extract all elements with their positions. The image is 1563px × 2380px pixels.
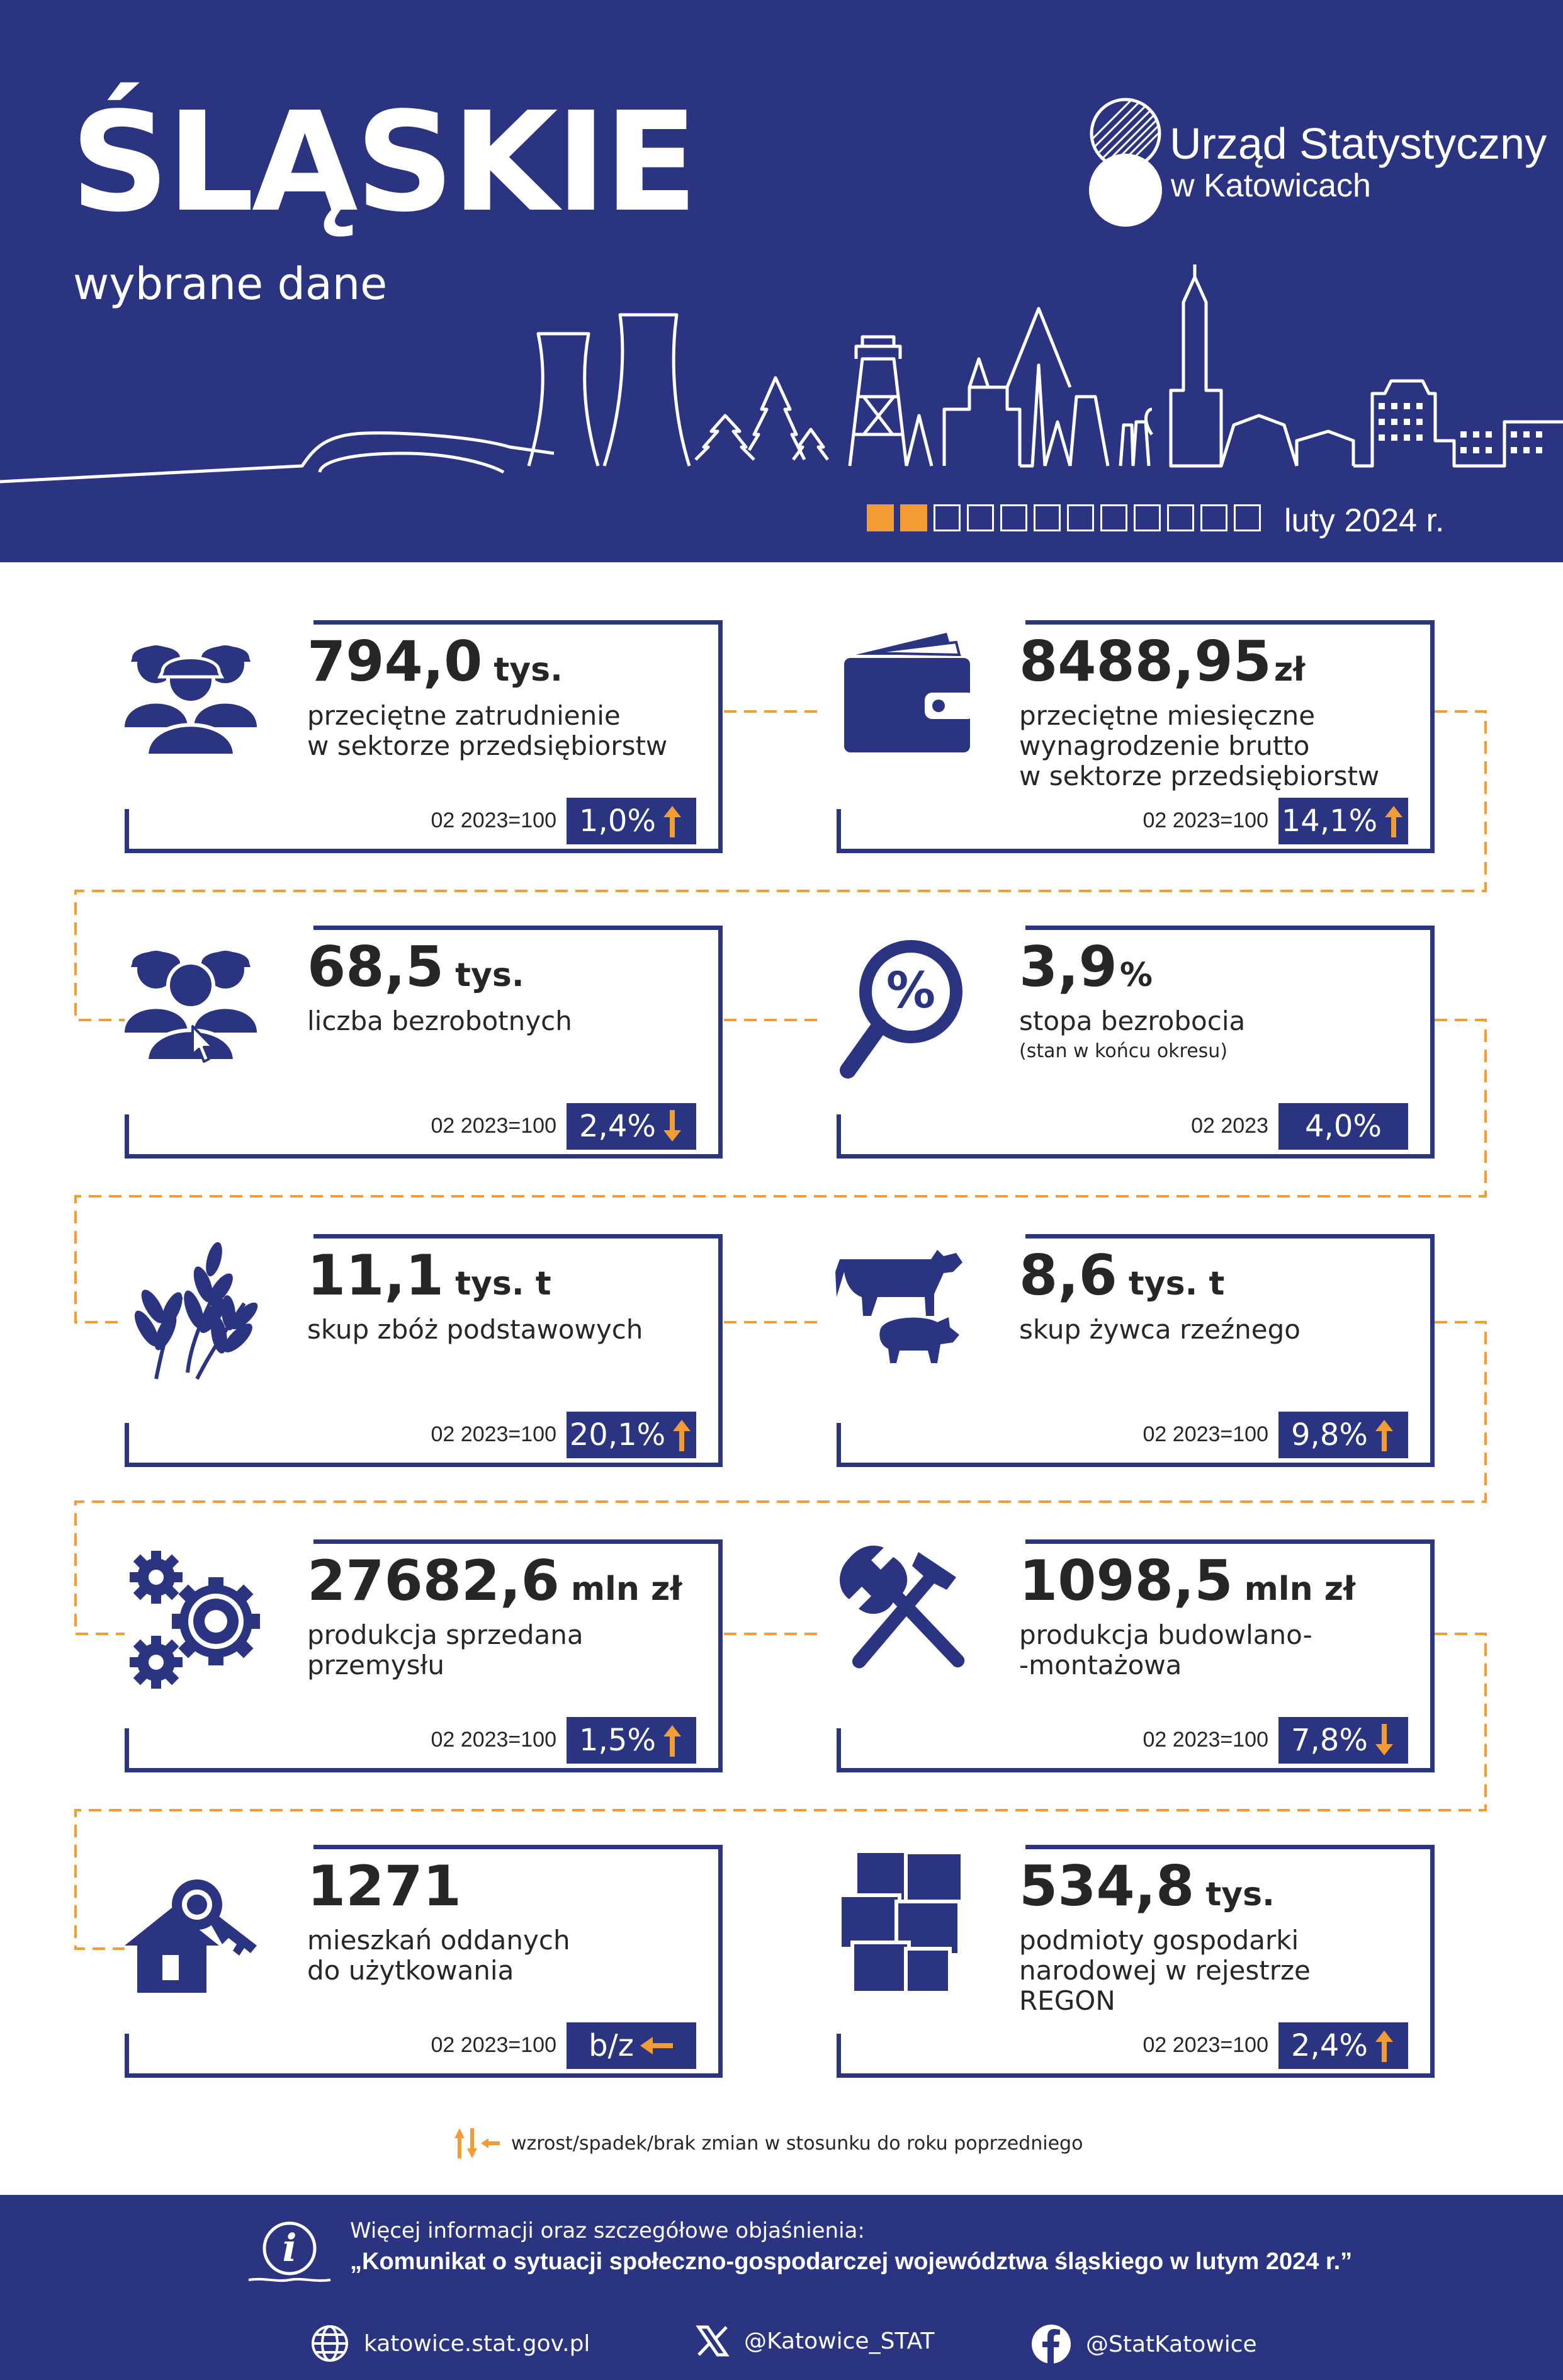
card-description: [1019, 1315, 1301, 1345]
card-change-value: b/z: [589, 2028, 634, 2063]
card-value-number: 794,0: [307, 629, 483, 694]
card-description: [307, 1620, 584, 1680]
institution-name: Urząd Statystyczny: [1170, 119, 1547, 168]
card-change-value: 20,1%: [569, 1417, 666, 1453]
arrow-down-icon: [1373, 1723, 1396, 1758]
indicator-card: [125, 620, 723, 853]
card-reference-period: 02 2023=100: [431, 2033, 556, 2057]
card-description: [307, 1925, 570, 1986]
month-square: [1100, 504, 1127, 531]
city-skyline-illustration: [0, 264, 1563, 504]
legend: [451, 2124, 1083, 2162]
card-description-line: przemysłu: [307, 1650, 445, 1680]
card-change-badge: [1278, 1103, 1408, 1150]
card-description: [1019, 1006, 1245, 1067]
arrow-up-icon: [661, 1723, 684, 1758]
card-change-value: 7,8%: [1291, 1723, 1368, 1758]
card-description-line: w sektorze przedsiębiorstw: [307, 730, 668, 761]
card-value-number: 11,1: [307, 1243, 444, 1308]
month-square: [1034, 504, 1061, 531]
page-title: ŚLĄSKIE: [71, 83, 696, 242]
indicator-card: [837, 1234, 1435, 1467]
indicator-card: [837, 926, 1435, 1159]
card-value: [307, 1243, 551, 1308]
card-change-badge: [567, 1412, 696, 1458]
card-description: [307, 1006, 572, 1036]
card-value-unit: tys.: [1205, 1876, 1275, 1913]
card-description-line: produkcja budowlano-: [1019, 1619, 1312, 1650]
card-description-line: stopa bezrobocia: [1019, 1006, 1246, 1036]
card-change-value: 2,4%: [579, 1109, 656, 1144]
card-reference-period: 02 2023=100: [1143, 2033, 1268, 2057]
card-description: [307, 701, 667, 761]
card-value-unit: tys. t: [1128, 1265, 1225, 1303]
card-description: [1019, 1620, 1312, 1680]
gears-icon: [118, 1539, 263, 1697]
card-description-line: skup zbóż podstawowych: [307, 1314, 643, 1345]
card-description-line: w sektorze przedsiębiorstw: [1019, 761, 1380, 791]
magnifier-percent-icon: [830, 926, 975, 1083]
arrow-up-icon: [670, 1417, 693, 1453]
month-square: [967, 504, 994, 531]
website-link[interactable]: [310, 2323, 590, 2364]
card-value: [1019, 629, 1306, 694]
card-value: [307, 934, 524, 999]
card-description-line: liczba bezrobotnych: [307, 1006, 572, 1036]
tools-icon: [830, 1539, 975, 1697]
card-value-number: 8488,95: [1019, 629, 1272, 694]
card-change-badge: [1278, 2022, 1408, 2069]
card-change-badge: [1278, 798, 1408, 844]
card-value: [307, 1854, 461, 1918]
card-change-value: 1,0%: [579, 803, 656, 839]
card-reference-period: 02 2023=100: [431, 1422, 556, 1446]
card-value-number: 3,9: [1019, 934, 1117, 999]
arrow-up-icon: [1373, 1417, 1396, 1453]
card-description-line: przeciętne miesięczne: [1019, 700, 1316, 731]
card-description-line: produkcja sprzedana: [307, 1619, 584, 1650]
card-value-number: 1098,5: [1019, 1548, 1233, 1613]
card-value: [307, 1548, 682, 1613]
info-icon: [239, 2219, 334, 2289]
workers-icon: [118, 620, 263, 778]
indicator-card: [125, 1845, 723, 2078]
month-square: [1000, 504, 1027, 531]
card-change-value: 9,8%: [1291, 1417, 1368, 1453]
month-square: [1234, 504, 1261, 531]
card-value-number: 8,6: [1019, 1243, 1117, 1308]
card-description: [1019, 1925, 1311, 2016]
x-logo-icon: [695, 2323, 730, 2359]
livestock-icon: [830, 1234, 975, 1391]
indicator-card: [837, 620, 1435, 853]
card-value-number: 534,8: [1019, 1854, 1195, 1918]
card-value-unit: tys.: [494, 651, 563, 689]
month-square: [934, 504, 961, 531]
card-value-unit: mln zł: [570, 1570, 682, 1608]
card-change-badge: [567, 1717, 696, 1764]
house-key-icon: [118, 1845, 263, 2002]
month-square: [1200, 504, 1227, 531]
card-description-line: mieszkań oddanych: [307, 1925, 570, 1956]
card-change-value: 1,5%: [579, 1723, 656, 1758]
card-description-line: narodowej w rejestrze: [1019, 1955, 1311, 1986]
card-value-unit: %: [1119, 956, 1153, 994]
card-reference-period: 02 2023=100: [1143, 1728, 1268, 1752]
card-description-line: skup żywca rzeźnego: [1019, 1314, 1301, 1345]
wallet-icon: [830, 620, 975, 778]
card-value-number: 1271: [307, 1854, 461, 1918]
month-square: [1134, 504, 1161, 531]
card-description-line: podmioty gospodarki: [1019, 1925, 1299, 1956]
card-reference-period: 02 2023=100: [431, 1114, 556, 1138]
card-description-line: -montażowa: [1019, 1650, 1182, 1680]
card-reference-period: 02 2023=100: [1143, 808, 1268, 832]
unemployed-icon: [118, 926, 263, 1083]
card-change-value: 14,1%: [1281, 803, 1378, 839]
card-description-line: do użytkowania: [307, 1955, 514, 1986]
arrow-left-icon: [639, 2034, 674, 2057]
page-subtitle: wybrane dane: [73, 258, 388, 310]
indicator-card: [125, 1234, 723, 1467]
indicator-card: [125, 926, 723, 1159]
card-change-badge: [567, 2022, 696, 2069]
report-title-link[interactable]: „Komunikat o sytuacji społeczno-gospodarczej województwa śląskiego w lutym 2024 r.”: [350, 2248, 1353, 2275]
indicator-card: [125, 1539, 723, 1772]
card-change-badge: [1278, 1717, 1408, 1764]
card-value: [1019, 1854, 1275, 1918]
month-square: [1067, 504, 1094, 531]
registry-icon: [830, 1845, 975, 2002]
card-reference-period: 02 2023=100: [431, 808, 556, 832]
card-description-line: przeciętne zatrudnienie: [307, 700, 621, 731]
card-value: [307, 629, 563, 694]
card-description-line: wynagrodzenie brutto: [1019, 730, 1310, 761]
card-value-unit: mln zł: [1244, 1570, 1356, 1608]
indicator-card: [837, 1539, 1435, 1772]
wheat-icon: [118, 1234, 263, 1391]
card-value-unit: tys. t: [455, 1265, 551, 1303]
card-value: [1019, 934, 1153, 999]
publication-date: luty 2024 r.: [1284, 502, 1445, 539]
card-value: [1019, 1548, 1356, 1613]
institution-city: w Katowicach: [1171, 167, 1371, 204]
month-square: [1167, 504, 1194, 531]
card-value-number: 27682,6: [307, 1548, 560, 1613]
card-description: [1019, 701, 1379, 791]
month-progress-indicator: [867, 504, 1261, 531]
indicator-card: [837, 1845, 1435, 2078]
card-value-unit: zł: [1273, 651, 1306, 689]
arrow-up-icon: [1382, 803, 1405, 839]
svg-text:i: i: [282, 2226, 297, 2270]
facebook-handle-text: @StatKatowice: [1086, 2331, 1257, 2357]
card-description-note: (stan w końcu okresu): [1019, 1040, 1228, 1062]
card-change-value: 2,4%: [1291, 2028, 1368, 2063]
card-change-value: 4,0%: [1305, 1109, 1382, 1144]
facebook-link[interactable]: [1030, 2323, 1257, 2365]
arrow-up-icon: [1373, 2028, 1396, 2063]
legend-arrows-icon: [451, 2124, 501, 2162]
card-description: [307, 1315, 643, 1345]
card-value-unit: tys.: [455, 956, 524, 994]
card-value-number: 68,5: [307, 934, 444, 999]
card-change-badge: [1278, 1412, 1408, 1458]
card-reference-period: 02 2023: [1191, 1114, 1268, 1138]
facebook-icon: [1030, 2323, 1072, 2365]
more-info-label: Więcej informacji oraz szczegółowe objaśnienia:: [350, 2218, 865, 2243]
legend-text: wzrost/spadek/brak zmian w stosunku do roku poprzedniego: [511, 2132, 1083, 2155]
card-value: [1019, 1243, 1225, 1308]
svg-text:%: %: [886, 963, 936, 1019]
card-change-badge: [567, 798, 696, 844]
x-handle-text: @Katowice_STAT: [744, 2328, 935, 2354]
month-square: [867, 504, 894, 531]
header: [0, 0, 1563, 562]
arrow-down-icon: [661, 1109, 684, 1144]
arrow-up-icon: [661, 803, 684, 839]
card-reference-period: 02 2023=100: [1143, 1422, 1268, 1446]
card-description-line: REGON: [1019, 1985, 1115, 2016]
website-text: katowice.stat.gov.pl: [364, 2330, 590, 2357]
card-change-badge: [567, 1103, 696, 1150]
month-square: [900, 504, 927, 531]
x-link[interactable]: [695, 2323, 934, 2359]
card-reference-period: 02 2023=100: [431, 1728, 556, 1752]
globe-icon: [310, 2323, 350, 2364]
